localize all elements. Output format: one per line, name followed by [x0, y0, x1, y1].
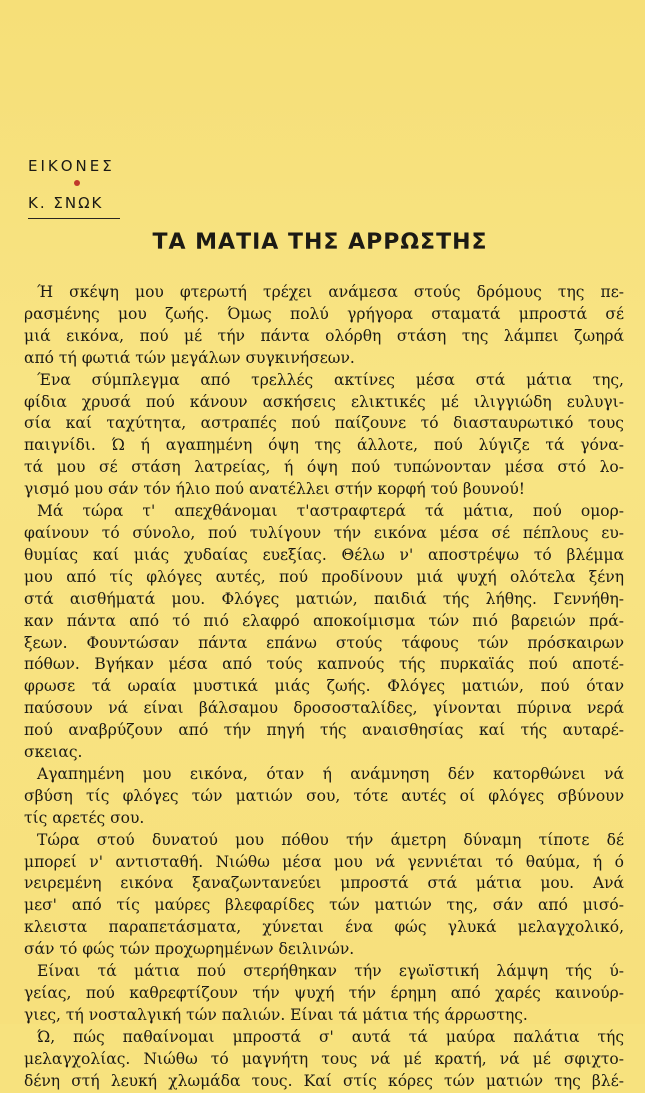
- body-line: γείας, πού καθρεφτίζουν τήν ψυχή τήν έρημη από χαρές καινούρ-: [24, 984, 624, 1002]
- body-line: νειρεμένη εικόνα ξαναζωντανεύει μπροστά στά μάτια μου. Ανά: [24, 874, 624, 893]
- author-name: Κ. ΣΝΩΚ: [28, 194, 104, 212]
- body-line: μου από τίς φλόγες αυτές, πού προδίνουν μιά ψυχή ολότελα ξένη: [24, 567, 624, 586]
- body-line: σία καί ταχύτητα, αστραπές πού παίζουνε τό διασταυρωτικό τους: [24, 414, 624, 433]
- article-title: ΤΑ ΜΑΤΙΑ ΤΗΣ ΑΡΡΩΣΤΗΣ: [152, 230, 488, 255]
- body-line: τίς αρετές σου.: [24, 808, 145, 827]
- body-line: ρασμένης μου ζωής. Όμως πολύ γρήγορα σταματά μπροστά σέ: [24, 304, 624, 323]
- body-line: παύσουν νά είναι βάλσαμου δροσοσταλίδες, γίνονται πύρινα νερά: [24, 699, 624, 718]
- body-line: Ώ, πώς παθαίνομαι μπροστά σ' αυτά τά μαύρα παλάτια τής: [37, 1027, 624, 1046]
- body-line: από τή φωτιά τών μεγάλων συγκινήσεων.: [24, 348, 355, 367]
- body-line: δένη στή λευκή χλωμάδα τους. Καί στίς κόρες τών ματιών της βλέ-: [24, 1071, 624, 1090]
- section-ornament: [74, 180, 80, 186]
- body-line: σκειας.: [24, 743, 83, 762]
- body-line: Ή σκέψη μου φτερωτή τρέχει ανάμεσα στούς δρόμους της πε-: [37, 283, 624, 301]
- body-line: πού αναβρύζουν από τήν πηγή τής αναισθησίας καί τής αυταρέ-: [24, 721, 624, 740]
- body-line: Μά τώρα τ' απεχθάνομαι τ'αστραφτερά τά μάτια, πού ομορ-: [37, 502, 624, 521]
- body-line: γισμό μου σάν τόν ήλιο πού ανατέλλει στήν κορφή τού βουνού!: [24, 480, 525, 499]
- body-line: καν πάντα από τό πιό ελαφρό αποκοίμισμα τών πιό βαρειών πρά-: [24, 611, 624, 630]
- body-line: Ένα σύμπλεγμα από τρελλές ακτίνες μέσα στά μάτια της,: [37, 370, 624, 389]
- body-line: Τώρα στού δυνατού μου πόθου τήν άμετρη δύναμη τίποτε δέ: [37, 830, 624, 849]
- article-body: [24, 282, 624, 1093]
- body-line: φαίνουν τό σύνολο, πού τυλίγουν τήν εικόνα μέσα σέ πέπλους ευ-: [24, 523, 624, 542]
- body-line: σάν τό φώς τών προχωρημένων δειλινών.: [24, 940, 355, 959]
- body-line: παιγνίδι. Ώ ή αγαπημένη όψη της άλλοτε, πού λύγιζε τά γόνα-: [24, 436, 624, 455]
- author-rule: [28, 218, 120, 219]
- body-line: γιες, τή νοσταλγική τών παλιών. Είναι τά μάτια τής άρρωστης.: [24, 1005, 528, 1024]
- body-line: μεσ' από τίς μαύρες βλεφαρίδες τών ματιών της, σάν από μισό-: [24, 896, 624, 915]
- body-line: τά μου σέ στάση λατρείας, ή όψη πού τυπώνονταν μέσα στό λο-: [24, 458, 624, 477]
- body-line: φίδια χρυσά πού κάνουν ασκήσεις ελικτικές μέ ιλιγγιώδη ευλυγι-: [24, 392, 624, 411]
- body-line: μπορεί ν' αντισταθή. Νιώθω μέσα μου νά γεννιέται τό θαύμα, ή ό: [24, 852, 624, 871]
- section-label: ΕΙΚΟΝΕΣ: [28, 157, 115, 175]
- body-line: πόθων. Βγήκαν μέσα από τούς καπνούς τής πυρκαϊάς πού αποτέ-: [24, 655, 624, 674]
- body-line: μιά εικόνα, πού μέ τήν πάντα ολόρθη στάση της λάμπει ζωηρά: [24, 326, 624, 345]
- body-line: μελαγχολίας. Νιώθω τό μαγνήτη τους νά μέ κρατή, νά μέ σφιχτο-: [24, 1049, 624, 1068]
- body-line: θυμίας καί μιάς χυδαίας ευεξίας. Θέλω ν' αποστρέψω τό βλέμμα: [24, 545, 624, 564]
- body-line: κλειστα παραπετάσματα, χύνεται ένα φώς γλυκά μελαγχολικό,: [24, 918, 624, 937]
- body-line: Είναι τά μάτια πού στερήθηκαν τήν εγωϊστική λάμψη τής ύ-: [37, 962, 624, 981]
- body-line: Αγαπημένη μου εικόνα, όταν ή ανάμνηση δέν κατορθώνει νά: [37, 764, 624, 783]
- body-line: ξεων. Φουντώσαν πάντα επάνω στούς τάφους τών πρόσκαιρων: [24, 633, 624, 652]
- body-line: φρωσε τά ωραία μυστικά μιάς ζωής. Φλόγες ματιών, πού όταν: [24, 677, 624, 696]
- body-line: στά αισθήματά μου. Φλόγες ματιών, παιδιά τής λήθης. Γεννήθη-: [24, 589, 624, 608]
- body-line: σβύση τίς φλόγες τών ματιών σου, τότε αυτές οί φλόγες σβύνουν: [24, 786, 624, 805]
